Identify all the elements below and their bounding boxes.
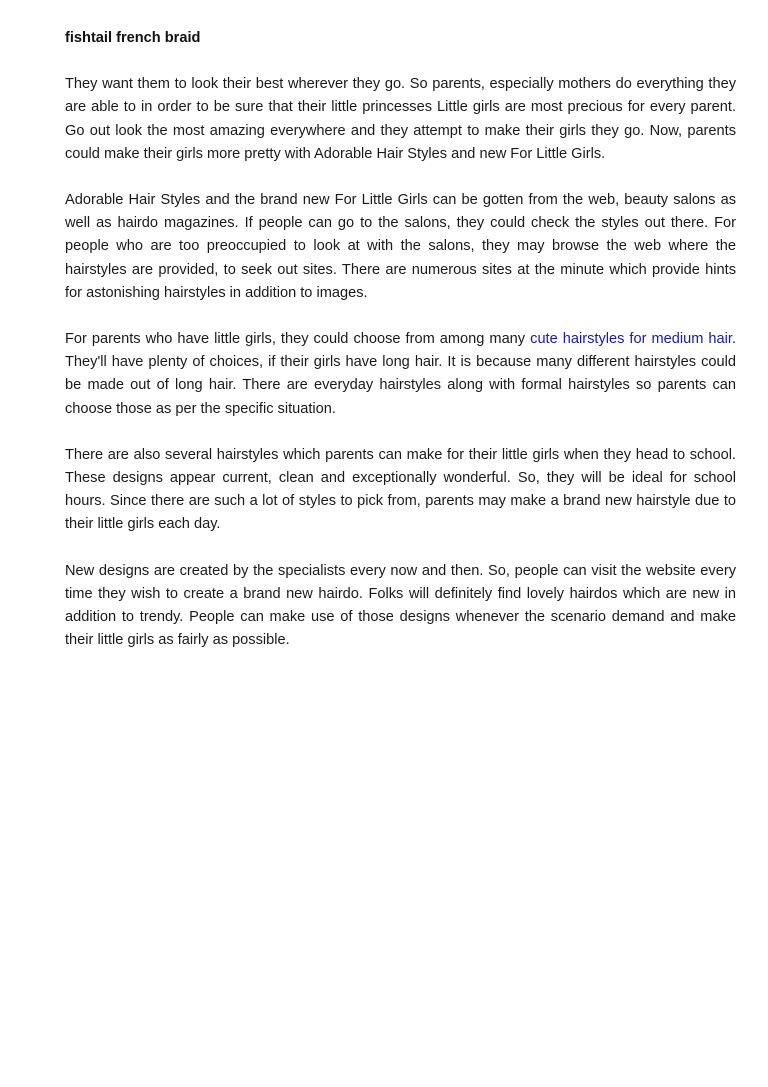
paragraph-text: For parents who have little girls, they could choose from among many: [65, 331, 531, 348]
paragraph-text: There are also several hairstyles which parents can make for their little girls when they head to school. These designs appear current, clean and exceptionally wonderful. So, they will be ideal for school hours. Since there are such a lot of styles to pick from, parents may make a brand new hairstyle due to their little girls each day.: [65, 446, 736, 533]
document-page: [65, 27, 736, 675]
paragraph-3: [65, 328, 736, 421]
paragraph-2: [65, 189, 736, 305]
paragraph-text: Adorable Hair Styles and the brand new For Little Girls can be gotten from the web, beauty salons as well as hairdo magazines. If people can go to the salons, they could check the styles out there. For people who are too preoccupied to look at with the salons, they may browse the web where the hairstyles are provided, to seek out sites. There are numerous sites at the minute which provide hints for astonishing hairstyles in addition to images.: [65, 192, 736, 301]
paragraph-4: [65, 444, 736, 537]
paragraph-text: They want them to look their best wherever they go. So parents, especially mothers do everything they are able to in order to be sure that their little princesses Little girls are most precious for every parent. Go out look the most amazing everywhere and they attempt to make their girls they go. Now, parents could make their girls more pretty with Adorable Hair Styles and new For Little Girls.: [65, 76, 736, 162]
paragraph-5: [65, 560, 736, 653]
hairstyles-link[interactable]: cute hairstyles for medium hair: [530, 331, 732, 348]
paragraph-1: [65, 73, 736, 166]
document-title: fishtail french braid: [65, 30, 201, 46]
paragraph-text: . They'll have plenty of choices, if their girls have long hair. It is because many different hairstyles could be made out of long hair. There are everyday hairstyles along with formal hairstyles so parents can choose those as per the specific situation.: [65, 331, 737, 417]
paragraph-text: New designs are created by the specialists every now and then. So, people can visit the website every time they wish to create a brand new hairdo. Folks will definitely find lovely hairdos which are new in addition to trendy. People can make use of those designs whenever the scenario demand and make their little girls as fairly as possible.: [65, 562, 736, 649]
